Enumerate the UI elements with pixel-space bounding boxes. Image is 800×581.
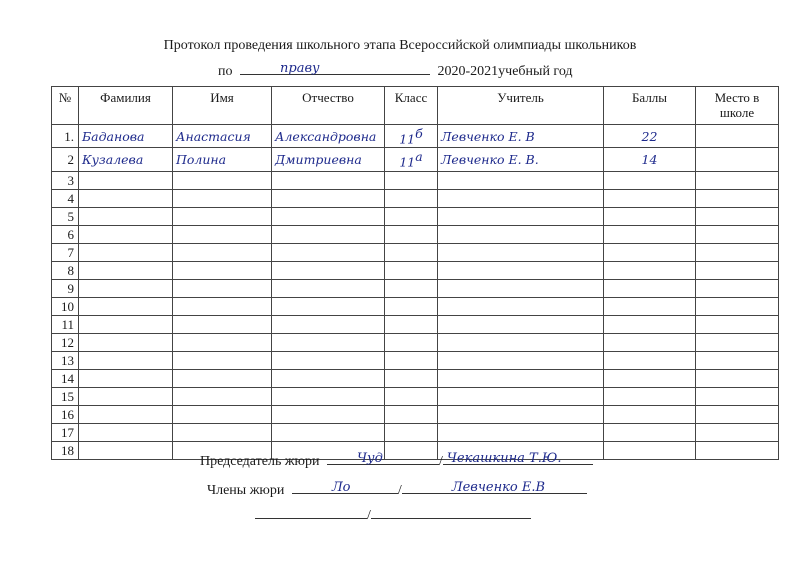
cell-name: [173, 423, 272, 441]
chair-signature-row: [200, 451, 593, 470]
cell-place: [696, 315, 779, 333]
chair-separator: /: [438, 454, 443, 469]
cell-score: [604, 148, 696, 171]
cell-number: 2: [52, 148, 79, 171]
col-score: Баллы: [604, 87, 696, 125]
cell-name: [173, 333, 272, 351]
cell-teacher: [438, 333, 604, 351]
cell-class-letter: а: [415, 149, 423, 165]
cell-number: 5: [52, 207, 79, 225]
table-row: [52, 243, 779, 261]
cell-surname: [79, 171, 173, 189]
cell-class: [385, 243, 438, 261]
cell-class: [385, 387, 438, 405]
cell-teacher: [438, 387, 604, 405]
extra-signature-row: [255, 505, 531, 524]
table-body: [52, 125, 779, 460]
table-row: [52, 225, 779, 243]
chair-name-line: [443, 451, 593, 465]
cell-patronymic: [272, 261, 385, 279]
academic-year: 2020-2021учебный год: [437, 64, 573, 79]
cell-number: 11: [52, 315, 79, 333]
cell-number: 1.: [52, 125, 79, 148]
chair-name: Чекашкина Т.Ю.: [446, 451, 562, 466]
col-patronymic: Отчество: [272, 87, 385, 125]
cell-score: [604, 297, 696, 315]
cell-score-text: 14: [641, 151, 658, 167]
cell-place: [696, 279, 779, 297]
cell-patronymic: [272, 351, 385, 369]
cell-place: [696, 333, 779, 351]
cell-number: 7: [52, 243, 79, 261]
col-class: Класс: [385, 87, 438, 125]
cell-place: [696, 261, 779, 279]
member-separator: /: [397, 483, 402, 498]
cell-score: [604, 441, 696, 459]
cell-name: [173, 315, 272, 333]
member-name: Левченко Е.В: [451, 480, 546, 495]
member-name-line: [402, 480, 587, 494]
cell-teacher: [438, 261, 604, 279]
cell-place: [696, 171, 779, 189]
table-row: [52, 369, 779, 387]
cell-teacher-text: Левченко Е. В.: [441, 151, 539, 167]
table-row: [52, 333, 779, 351]
cell-name: [173, 369, 272, 387]
cell-number: 13: [52, 351, 79, 369]
table-row: [52, 387, 779, 405]
member-signature-line: [292, 480, 398, 494]
document-title: Протокол проведения школьного этапа Всероссийской олимпиады школьников: [163, 38, 637, 53]
cell-surname: [79, 423, 173, 441]
cell-class: [385, 423, 438, 441]
cell-place: [696, 125, 779, 148]
cell-teacher: [438, 148, 604, 171]
cell-place: [696, 405, 779, 423]
cell-score: [604, 369, 696, 387]
cell-surname: [79, 441, 173, 459]
members-signature-row: [207, 480, 587, 499]
extra-separator: /: [367, 508, 371, 523]
cell-name: [173, 189, 272, 207]
cell-teacher: [438, 125, 604, 148]
subject-prefix: по: [218, 64, 233, 79]
members-label: Члены жюри: [207, 483, 285, 498]
cell-place: [696, 243, 779, 261]
cell-surname: [79, 351, 173, 369]
cell-number: 4: [52, 189, 79, 207]
cell-score: [604, 405, 696, 423]
cell-number: 3: [52, 171, 79, 189]
cell-place: [696, 351, 779, 369]
cell-number: 16: [52, 405, 79, 423]
cell-number: 6: [52, 225, 79, 243]
cell-surname-text: Баданова: [82, 128, 145, 144]
cell-score-text: 22: [641, 128, 658, 144]
cell-patronymic-text: Дмитриевна: [275, 151, 362, 167]
cell-class: [385, 279, 438, 297]
cell-surname: [79, 125, 173, 148]
table-row: [52, 171, 779, 189]
cell-class: [385, 351, 438, 369]
cell-class: [385, 333, 438, 351]
cell-name: [173, 125, 272, 148]
table-row: [52, 279, 779, 297]
table-row: [52, 261, 779, 279]
cell-class: [385, 405, 438, 423]
cell-patronymic: [272, 243, 385, 261]
cell-surname: [79, 333, 173, 351]
cell-class: [385, 207, 438, 225]
cell-place: [696, 207, 779, 225]
cell-teacher: [438, 171, 604, 189]
cell-name: [173, 225, 272, 243]
cell-score: [604, 387, 696, 405]
cell-name-text: Полина: [176, 151, 227, 167]
col-teacher: Учитель: [438, 87, 604, 125]
table-row: [52, 297, 779, 315]
col-place: Место в школе: [696, 87, 779, 125]
cell-teacher: [438, 225, 604, 243]
cell-surname: [79, 387, 173, 405]
cell-surname: [79, 148, 173, 171]
table-row: [52, 423, 779, 441]
cell-teacher: [438, 279, 604, 297]
cell-number: 18: [52, 441, 79, 459]
table-row: [52, 405, 779, 423]
cell-name: [173, 297, 272, 315]
cell-patronymic: [272, 369, 385, 387]
cell-score: [604, 225, 696, 243]
cell-name: [173, 387, 272, 405]
cell-surname: [79, 279, 173, 297]
col-surname: Фамилия: [79, 87, 173, 125]
cell-class-text: 11: [399, 154, 416, 170]
cell-teacher: [438, 351, 604, 369]
cell-place: [696, 369, 779, 387]
cell-score: [604, 189, 696, 207]
cell-name: [173, 279, 272, 297]
cell-number: 8: [52, 261, 79, 279]
cell-patronymic: [272, 405, 385, 423]
cell-patronymic: [272, 333, 385, 351]
cell-score: [604, 351, 696, 369]
cell-name: [173, 261, 272, 279]
col-name: Имя: [173, 87, 272, 125]
cell-place: [696, 225, 779, 243]
cell-class: [385, 369, 438, 387]
cell-patronymic: [272, 207, 385, 225]
cell-class: [385, 225, 438, 243]
subject-line: [218, 61, 573, 80]
cell-patronymic: [272, 315, 385, 333]
cell-teacher: [438, 297, 604, 315]
cell-name: [173, 351, 272, 369]
cell-patronymic: [272, 279, 385, 297]
cell-class: [385, 297, 438, 315]
cell-place: [696, 148, 779, 171]
cell-teacher: [438, 423, 604, 441]
cell-patronymic-text: Александровна: [275, 128, 377, 144]
chair-signature: Чуд: [356, 451, 383, 466]
cell-score: [604, 125, 696, 148]
results-table: [51, 86, 779, 460]
table-row: [52, 148, 779, 171]
cell-surname: [79, 243, 173, 261]
cell-score: [604, 279, 696, 297]
cell-number: 17: [52, 423, 79, 441]
cell-number: 12: [52, 333, 79, 351]
cell-patronymic: [272, 387, 385, 405]
cell-place: [696, 387, 779, 405]
cell-number: 15: [52, 387, 79, 405]
cell-class: [385, 125, 438, 148]
extra-signature-line: [255, 505, 367, 519]
cell-surname: [79, 189, 173, 207]
cell-surname-text: Кузалева: [82, 151, 144, 167]
cell-name: [173, 243, 272, 261]
cell-surname: [79, 297, 173, 315]
cell-score: [604, 243, 696, 261]
cell-number: 9: [52, 279, 79, 297]
cell-class: [385, 171, 438, 189]
cell-class-letter: б: [415, 126, 423, 141]
cell-class: [385, 261, 438, 279]
table-row: [52, 207, 779, 225]
cell-teacher: [438, 369, 604, 387]
cell-place: [696, 297, 779, 315]
cell-teacher: [438, 189, 604, 207]
cell-patronymic: [272, 423, 385, 441]
cell-patronymic: [272, 297, 385, 315]
subject-handwritten: праву: [280, 61, 320, 76]
cell-teacher: [438, 207, 604, 225]
cell-patronymic: [272, 148, 385, 171]
cell-surname: [79, 207, 173, 225]
cell-name: [173, 207, 272, 225]
extra-name-line: [371, 505, 531, 519]
table-row: [52, 125, 779, 148]
cell-class: [385, 189, 438, 207]
table-row: [52, 351, 779, 369]
cell-class: [385, 315, 438, 333]
cell-score: [604, 207, 696, 225]
cell-patronymic: [272, 171, 385, 189]
cell-name: [173, 148, 272, 171]
cell-surname: [79, 315, 173, 333]
table-header-row: [52, 87, 779, 125]
chair-signature-line: [327, 451, 439, 465]
cell-score: [604, 261, 696, 279]
table-row: [52, 189, 779, 207]
cell-patronymic: [272, 225, 385, 243]
cell-name: [173, 171, 272, 189]
cell-teacher: [438, 243, 604, 261]
cell-surname: [79, 369, 173, 387]
cell-score: [604, 315, 696, 333]
cell-patronymic: [272, 189, 385, 207]
cell-class-text: 11: [399, 131, 416, 147]
cell-teacher-text: Левченко Е. В: [441, 128, 535, 144]
cell-number: 14: [52, 369, 79, 387]
cell-class: [385, 148, 438, 171]
cell-surname: [79, 225, 173, 243]
cell-name-text: Анастасия: [176, 128, 251, 144]
cell-score: [604, 171, 696, 189]
cell-place: [696, 189, 779, 207]
cell-score: [604, 333, 696, 351]
cell-teacher: [438, 405, 604, 423]
col-number: №: [52, 87, 79, 125]
cell-teacher: [438, 315, 604, 333]
member-signature: Ло: [331, 480, 351, 495]
cell-patronymic: [272, 125, 385, 148]
cell-place: [696, 441, 779, 459]
cell-number: 10: [52, 297, 79, 315]
subject-blank: [240, 61, 430, 75]
cell-surname: [79, 405, 173, 423]
cell-name: [173, 405, 272, 423]
cell-place: [696, 423, 779, 441]
table-row: [52, 315, 779, 333]
chair-label: Председатель жюри: [200, 454, 320, 469]
cell-surname: [79, 261, 173, 279]
cell-score: [604, 423, 696, 441]
